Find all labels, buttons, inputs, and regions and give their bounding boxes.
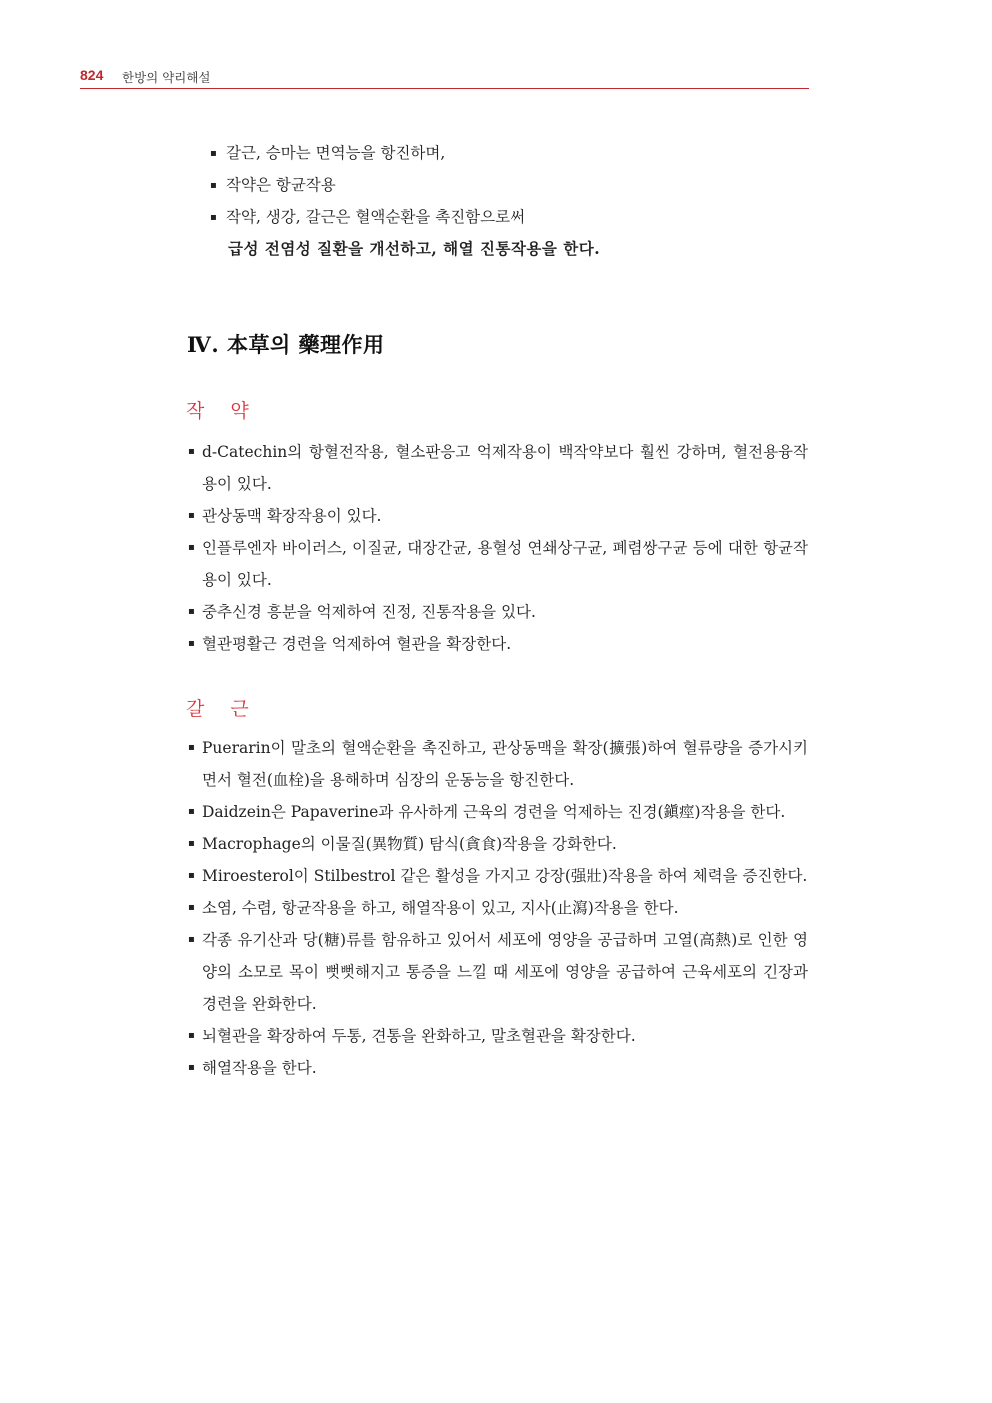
page-number: 824 — [80, 67, 104, 83]
list-item: ▪ Daidzein은 Papaverine과 유사하게 근육의 경련을 억제하는 진경(鎭痙)작용을 한다. — [186, 796, 808, 828]
bullet-icon: ▪ — [188, 742, 195, 753]
section-heading: Ⅳ. 本草의 藥理作用 — [187, 332, 385, 357]
bullet-icon: ▪ — [188, 606, 195, 617]
list-item: ▪ 중추신경 흥분을 억제하여 진정, 진통작용을 있다. — [186, 596, 808, 628]
bullet-icon: ▪ — [188, 1062, 195, 1073]
list-item: ▪ 해열작용을 한다. — [186, 1052, 808, 1084]
summary-continuation: 급성 전염성 질환을 개선하고, 해열 진통작용을 한다. — [228, 239, 601, 258]
bullet-icon: ▪ — [188, 510, 195, 521]
list-item: ▪ Miroesterol이 Stilbestrol 같은 활성을 가지고 강장(强壯)작용을 하여 체력을 증진한다. — [186, 860, 808, 892]
bullet-icon: ▪ — [188, 806, 195, 817]
list-item: ▪ 소염, 수렴, 항균작용을 하고, 해열작용이 있고, 지사(止瀉)작용을 한다. — [186, 892, 808, 924]
summary-item: ▪ 작약, 생강, 갈근은 혈액순환을 촉진함으로써 — [210, 201, 770, 233]
bullet-icon: ▪ — [188, 1030, 195, 1041]
list-item: ▪ d-Catechin의 항혈전작용, 혈소판응고 억제작용이 백작약보다 훨씬 강하며, 혈전용융작용이 있다. — [186, 436, 808, 500]
summary-item: ▪ 작약은 항균작용 — [210, 169, 770, 201]
list-item: ▪ 각종 유기산과 당(糖)류를 함유하고 있어서 세포에 영양을 공급하며 고열(高熱)로 인한 영양의 소모로 목이 뻣뻣해지고 통증을 느낄 때 세포에 영양을 공급하여 근육세포의 긴장과 경련을 완화한다. — [186, 924, 808, 1020]
page-header — [80, 66, 809, 89]
list-item: ▪ 혈관평활근 경련을 억제하여 혈관을 확장한다. — [186, 628, 808, 660]
bullet-icon: ▪ — [188, 542, 195, 553]
running-title: 한방의 약리해설 — [122, 70, 211, 85]
bullet-icon: ▪ — [188, 902, 195, 913]
summary-box — [210, 137, 770, 265]
list-item: ▪ Puerarin이 말초의 혈액순환을 촉진하고, 관상동맥을 확장(擴張)하여 혈류량을 증가시키면서 혈전(血栓)을 용해하며 심장의 운동능을 항진한다. — [186, 732, 808, 796]
list-item: ▪ 인플루엔자 바이러스, 이질균, 대장간균, 용혈성 연쇄상구균, 폐렴쌍구균 등에 대한 항균작용이 있다. — [186, 532, 808, 596]
bullet-icon: ▪ — [188, 934, 195, 945]
list-item: ▪ Macrophage의 이물질(異物質) 탐식(貪食)작용을 강화한다. — [186, 828, 808, 860]
bullet-icon: ▪ — [188, 838, 195, 849]
bullet-icon: ▪ — [210, 180, 217, 191]
herb-list-jakyak — [186, 436, 808, 660]
bullet-icon: ▪ — [188, 638, 195, 649]
summary-item: ▪ 갈근, 승마는 면역능을 항진하며, — [210, 137, 770, 169]
bullet-icon: ▪ — [210, 212, 217, 223]
herb-title-galgeun: 갈 근 — [186, 698, 259, 720]
list-item: ▪ 관상동맥 확장작용이 있다. — [186, 500, 808, 532]
bullet-icon: ▪ — [210, 148, 217, 159]
herb-list-galgeun — [186, 732, 808, 1084]
herb-title-jakyak: 작 약 — [186, 400, 259, 422]
list-item: ▪ 뇌혈관을 확장하여 두통, 견통을 완화하고, 말초혈관을 확장한다. — [186, 1020, 808, 1052]
bullet-icon: ▪ — [188, 446, 195, 457]
bullet-icon: ▪ — [188, 870, 195, 881]
